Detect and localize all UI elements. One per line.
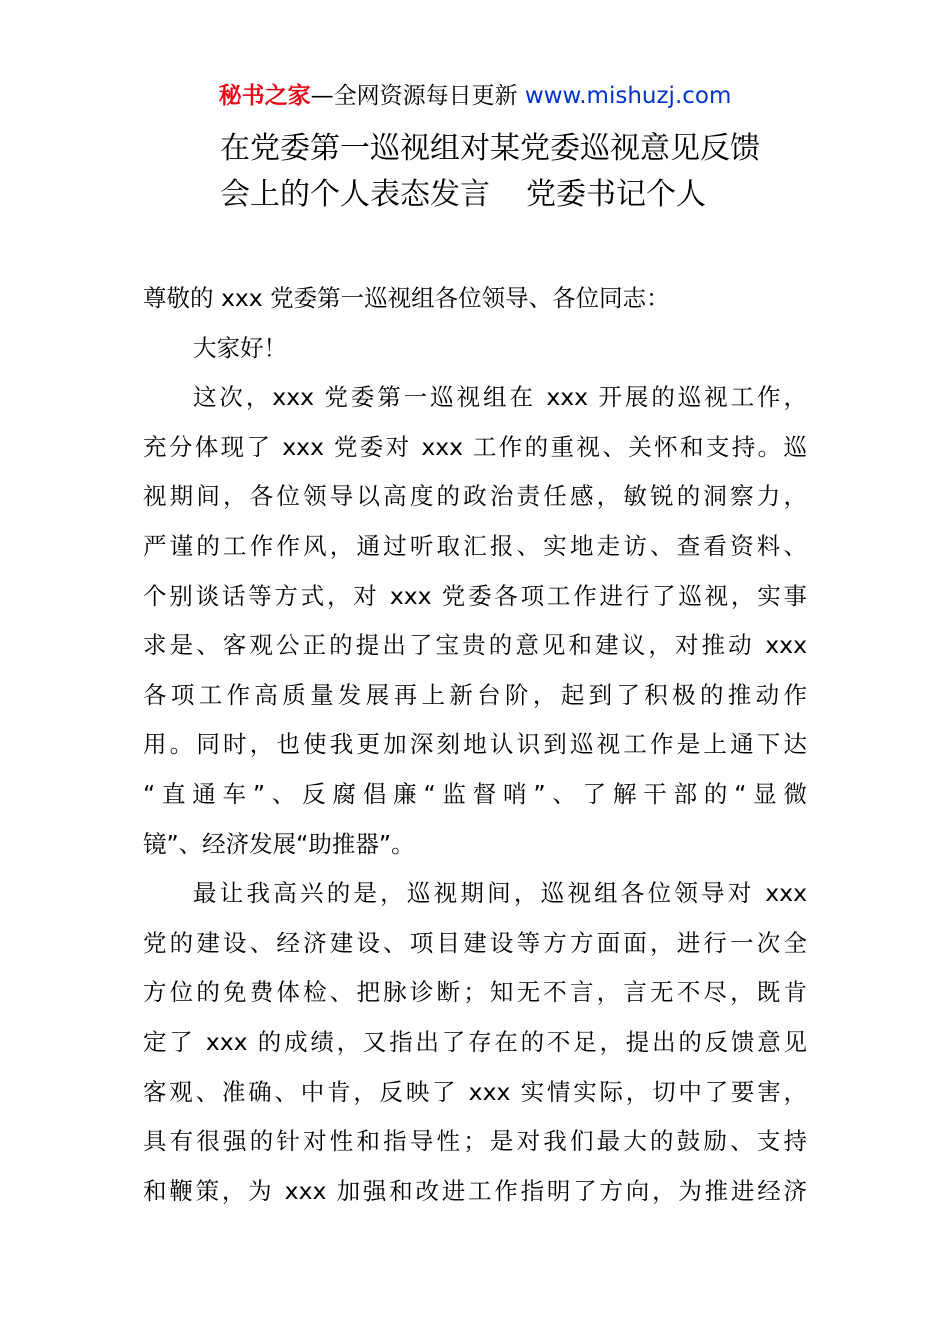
site-header <box>0 80 950 112</box>
header-tagline: —全网资源每日更新 <box>310 83 518 109</box>
paragraph-2-line: 最让我高兴的是，巡视期间，巡视组各位领导对 xxx <box>193 879 807 908</box>
paragraph-2-line: 和鞭策，为 xxx 加强和改进工作指明了方向，为推进经济 <box>143 1176 807 1205</box>
paragraph-1-line: 个别谈话等方式，对 xxx 党委各项工作进行了巡视，实事 <box>143 581 807 610</box>
title-line-2-main: 会上的个人表态发言 <box>220 177 490 212</box>
salutation: 尊敬的 xxx 党委第一巡视组各位领导、各位同志： <box>143 284 670 312</box>
paragraph-1-line: 求是、客观公正的提出了宝贵的意见和建议，对推动 xxx <box>143 631 807 660</box>
paragraph-2-line: 党的建设、经济建设、项目建设等方方面面，进行一次全 <box>143 928 807 957</box>
paragraph-1-line: “直通车”、反腐倡廉“监督哨”、了解干部的“显微 <box>143 779 807 808</box>
document-title <box>220 126 820 218</box>
title-line-2-sub: 党委书记个人 <box>526 177 706 212</box>
paragraph-2-line: 客观、准确、中肯，反映了 xxx 实情实际，切中了要害， <box>143 1077 807 1106</box>
greeting: 大家好！ <box>193 333 287 362</box>
paragraph-2-line: 具有很强的针对性和指导性；是对我们最大的鼓励、支持 <box>143 1127 807 1156</box>
paragraph-2-line: 方位的免费体检、把脉诊断；知无不言，言无不尽，既肯 <box>143 978 807 1007</box>
brand-name: 秘书之家 <box>218 83 311 109</box>
title-line-2 <box>220 172 820 218</box>
document-body <box>143 274 807 1216</box>
site-url-link[interactable]: www.mishuzj.com <box>524 83 732 109</box>
paragraph-1-line: 这次，xxx 党委第一巡视组在 xxx 开展的巡视工作， <box>193 383 807 412</box>
paragraph-1-line: 充分体现了 xxx 党委对 xxx 工作的重视、关怀和支持。巡 <box>143 432 807 461</box>
paragraph-1-line: 严谨的工作作风，通过听取汇报、实地走访、查看资料、 <box>143 531 807 560</box>
paragraph-1-line: 用。同时，也使我更加深刻地认识到巡视工作是上通下达 <box>143 730 807 759</box>
paragraph-2-line: 定了 xxx 的成绩，又指出了存在的不足，提出的反馈意见 <box>143 1027 807 1056</box>
paragraph-1-line: 各项工作高质量发展再上新台阶，起到了积极的推动作 <box>143 680 807 709</box>
paragraph-1-line: 镜”、经济发展“助推器”。 <box>143 829 415 858</box>
title-line-1: 在党委第一巡视组对某党委巡视意见反馈 <box>220 131 760 166</box>
paragraph-1-line: 视期间，各位领导以高度的政治责任感，敏锐的洞察力， <box>143 482 807 511</box>
